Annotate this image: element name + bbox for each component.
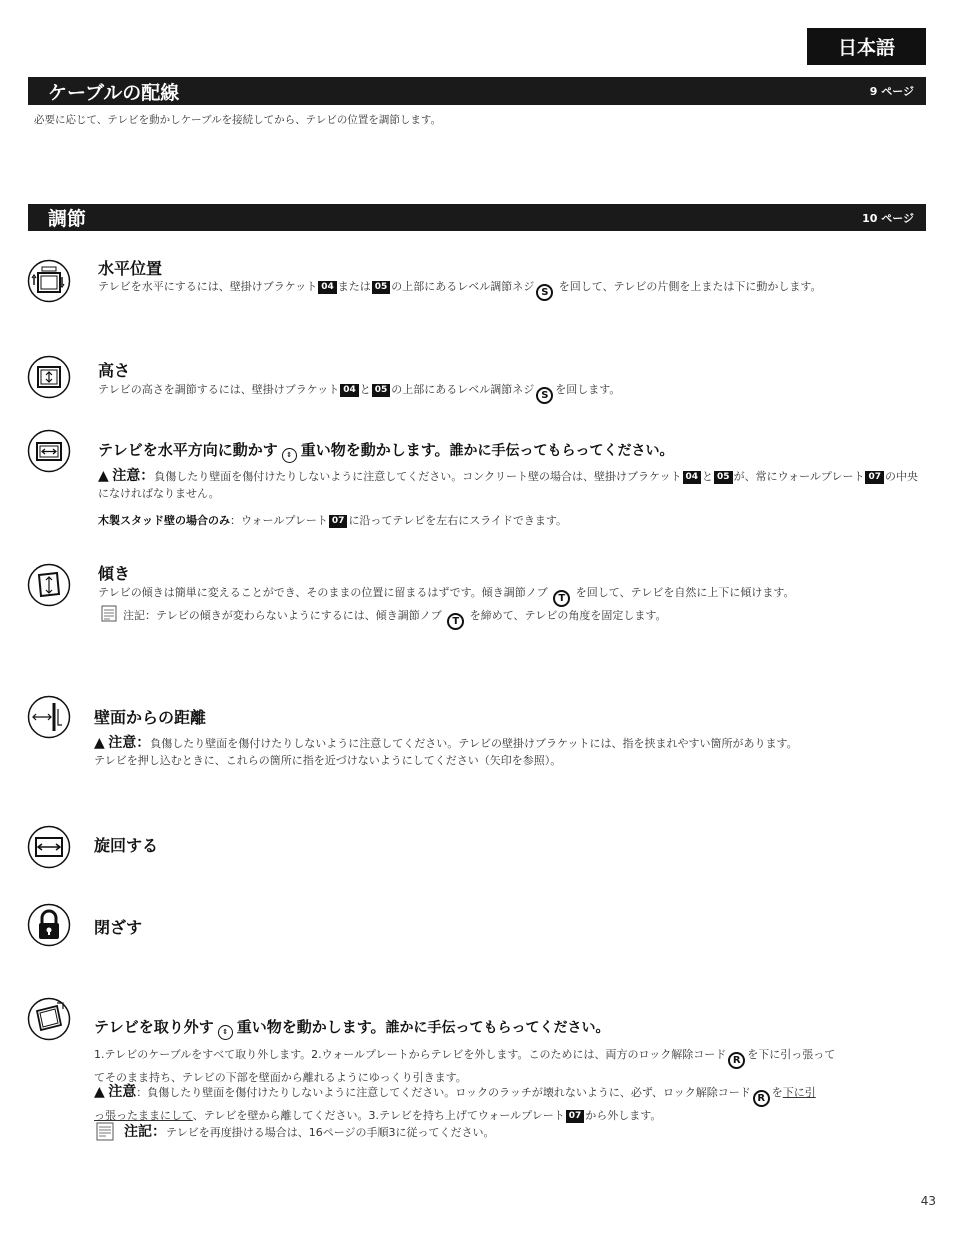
remove-tv-icon	[27, 997, 71, 1041]
part-circle-badge: T	[553, 590, 570, 607]
weight-icon: ⇕	[282, 448, 297, 463]
level-text: テレビを水平にするには、壁掛けブラケット 04 または 05 の上部にあるレベル調節ネジ S を回して、テレビの片側を上または下に動かします。	[98, 278, 821, 301]
part-badge: 07	[329, 515, 348, 528]
section-page-ref: 9 ページ	[869, 85, 914, 98]
height-adjust-icon	[27, 355, 71, 399]
distance-caution-text: ▲ 注意：負傷したり壁面を傷付けたりしないように注意してください。テレビの壁掛けブラケットには、指を挟まれやすい箇所があります。 テレビを押し込むときに、これらの箇所に指を近づけないようにしてください（矢印を参照）。	[94, 735, 798, 767]
part-badge: 04	[683, 471, 702, 484]
section-header-adjust	[28, 204, 926, 231]
lock-title: 閉ざす	[94, 918, 143, 937]
section-title: ケーブルの配線	[48, 81, 180, 104]
tilt-note-text: 注記：テレビの傾きが変わらないようにするには、傾き調節ノブ T を締めて、テレビの角度を固定します。	[123, 607, 666, 630]
remove-title: テレビを取り外す ⇕ 重い物を動かします。誰かに手伝ってもらってください。	[94, 1016, 610, 1040]
level-title: 水平位置	[98, 259, 163, 278]
tilt-icon	[27, 563, 71, 607]
shift-title: テレビを水平方向に動かす ⇕ 重い物を動かします。誰かに手伝ってもらってください。	[98, 439, 674, 463]
part-badge: 07	[566, 1110, 585, 1123]
lock-icon	[27, 903, 71, 947]
tilt-text: テレビの傾きは簡単に変えることができ、そのままの位置に留まるはずです。傾き調節ノブ T を回して、テレビを自然に上下に傾けます。	[98, 584, 794, 607]
part-circle-badge: T	[447, 613, 464, 630]
tilt-title: 傾き	[98, 564, 131, 583]
page-number: 43	[920, 1194, 936, 1208]
remove-caution-text: ▲ 注意：負傷したり壁面を傷付けたりしないように注意してください。ロックのラッチが壊れないように、必ず、ロック解除コード R を下に引 っ張ったままにして、テレビを壁から離してください。3.テレビを持ち上げてウォールプレート 07 から外します。	[94, 1084, 816, 1122]
shift-caution-text: ▲ 注意：負傷したり壁面を傷付けたりしないように注意してください。コンクリート壁の場合は、壁掛けブラケット 04 と 05 が、常にウォールプレート 07 の中央になければなりません。	[98, 468, 919, 500]
wall-distance-icon	[27, 695, 71, 739]
part-badge: 05	[372, 281, 391, 294]
language-tab: 日本語	[807, 28, 926, 65]
part-badge: 07	[865, 471, 884, 484]
height-text: テレビの高さを調節するには、壁掛けブラケット 04 と 05 の上部にあるレベル調節ネジ S を回します。	[98, 381, 620, 404]
intro-text: 必要に応じて、テレビを動かしケーブルを接続してから、テレビの位置を調節します。	[34, 114, 442, 126]
distance-title: 壁面からの距離	[94, 708, 207, 727]
shift-wood-text: 木製スタッド壁の場合のみ：ウォールプレート 07 に沿ってテレビを左右にスライドできます。	[98, 514, 568, 527]
height-title: 高さ	[98, 361, 131, 380]
part-circle-badge: S	[536, 387, 553, 404]
part-badge: 05	[372, 384, 391, 397]
part-circle-badge: R	[728, 1052, 745, 1069]
note-icon	[100, 604, 118, 623]
part-circle-badge: R	[753, 1090, 770, 1107]
warning-icon: ▲	[94, 735, 105, 751]
swivel-title: 旋回する	[94, 836, 159, 855]
part-badge: 05	[714, 471, 733, 484]
remove-note-text: 注記：テレビを再度掛ける場合は、16ページの手順3に従ってください。	[124, 1124, 495, 1140]
remove-steps-text: 1.テレビのケーブルをすべて取り外します。2.ウォールプレートからテレビを外します。このためには、両方のロック解除コード R を下に引っ張って てそのまま持ち、テレビの下部を壁面から離れるようにゆっくり引きます。	[94, 1048, 836, 1084]
note-icon	[95, 1121, 115, 1142]
weight-icon: ⇕	[218, 1025, 233, 1040]
section-title: 調節	[48, 208, 87, 230]
swivel-icon	[27, 825, 71, 869]
part-badge: 04	[340, 384, 359, 397]
part-badge: 04	[318, 281, 337, 294]
section-page-ref: 10 ページ	[862, 211, 914, 225]
warning-icon: ▲	[94, 1084, 105, 1100]
section-header-cable	[28, 77, 926, 105]
shift-horizontal-icon	[27, 429, 71, 473]
level-adjust-icon	[27, 259, 71, 303]
part-circle-badge: S	[536, 284, 553, 301]
warning-icon: ▲	[98, 468, 109, 484]
